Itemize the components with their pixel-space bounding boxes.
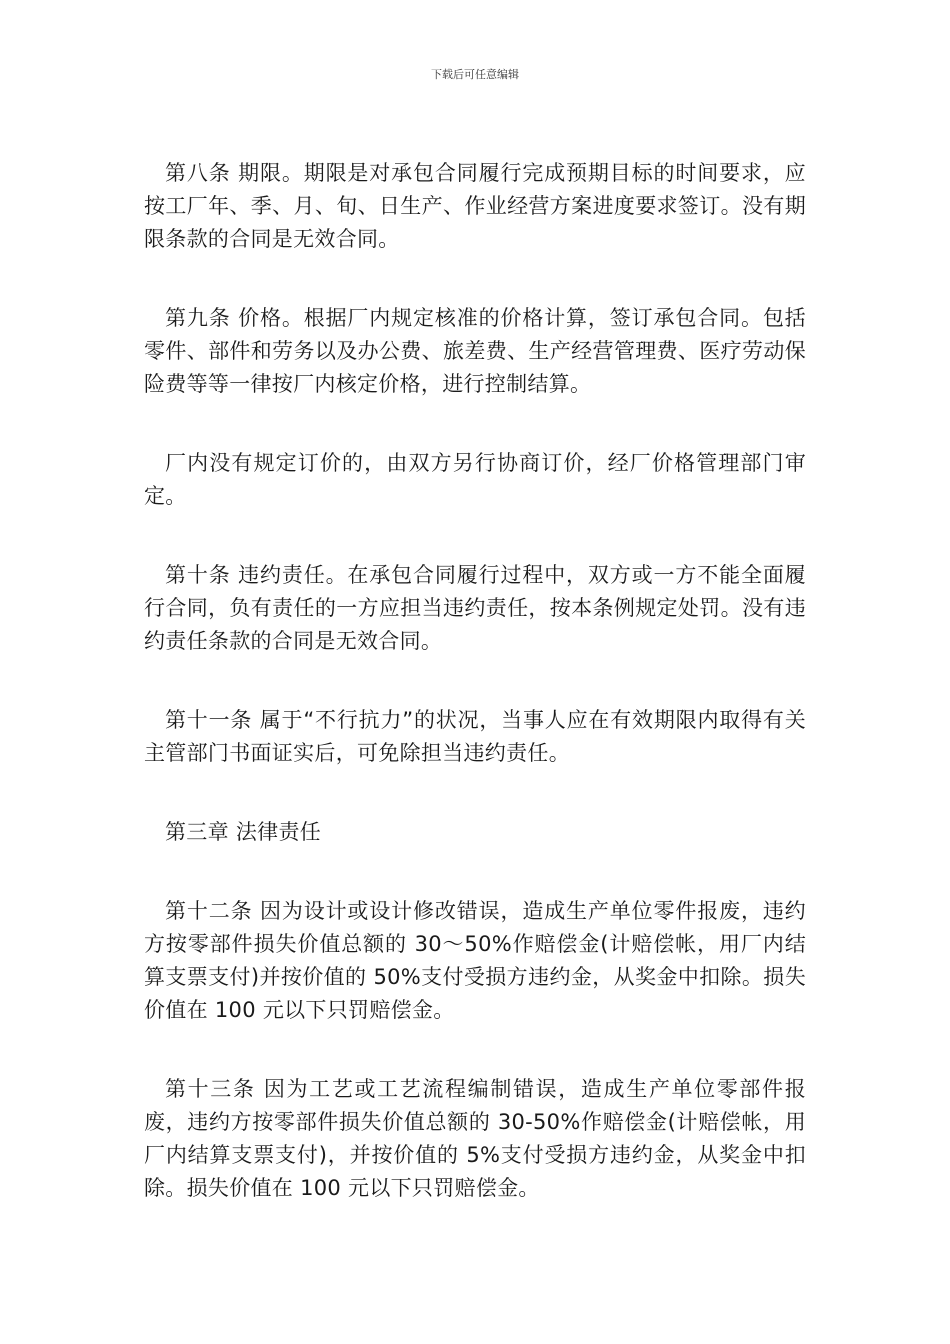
chapter-3-heading: 第三章 法律责任 — [165, 820, 322, 844]
article-10-paragraph: 第十条 违约责任。在承包合同履行过程中，双方或一方不能全面履行合同，负有责任的一方应担当违约责任，按本条例规定处罚。没有违约责任条款的合同是无效合同。 — [144, 563, 806, 653]
article-11-paragraph: 第十一条 属于“不行抗力”的状况，当事人应在有效期限内取得有关主管部门书面证实后，可免除担当违约责任。 — [144, 708, 806, 765]
article-13-paragraph: 第十三条 因为工艺或工艺流程编制错误，造成生产单位零部件报废，违约方按零部件损失价值总额的 30-50%作赔偿金(计赔偿帐，用厂内结算支票支付)，并按价值的 5%支付受损方违约金，从奖金中扣除。损失价值在 100 元以下只罚赔偿金。 — [144, 1077, 806, 1200]
pricing-note-paragraph: 厂内没有规定订价的，由双方另行协商订价，经厂价格管理部门审定。 — [144, 451, 806, 508]
article-9-paragraph: 第九条 价格。根据厂内规定核准的价格计算，签订承包合同。包括零件、部件和劳务以及办公费、旅差费、生产经营管理费、医疗劳动保险费等等一律按厂内核定价格，进行控制结算。 — [144, 306, 806, 396]
article-8-paragraph: 第八条 期限。期限是对承包合同履行完成预期目标的时间要求，应按工厂年、季、月、旬、日生产、作业经营方案进度要求签订。没有期限条款的合同是无效合同。 — [144, 161, 806, 251]
article-12-paragraph: 第十二条 因为设计或设计修改错误，造成生产单位零件报废，违约方按零部件损失价值总额的 30～50%作赔偿金(计赔偿帐，用厂内结算支票支付)并按价值的 50%支付受损方违约金，从奖金中扣除。损失价值在 100 元以下只罚赔偿金。 — [144, 899, 806, 1022]
document-body — [144, 157, 806, 1251]
page-header: 下载后可任意编辑 — [431, 68, 519, 81]
